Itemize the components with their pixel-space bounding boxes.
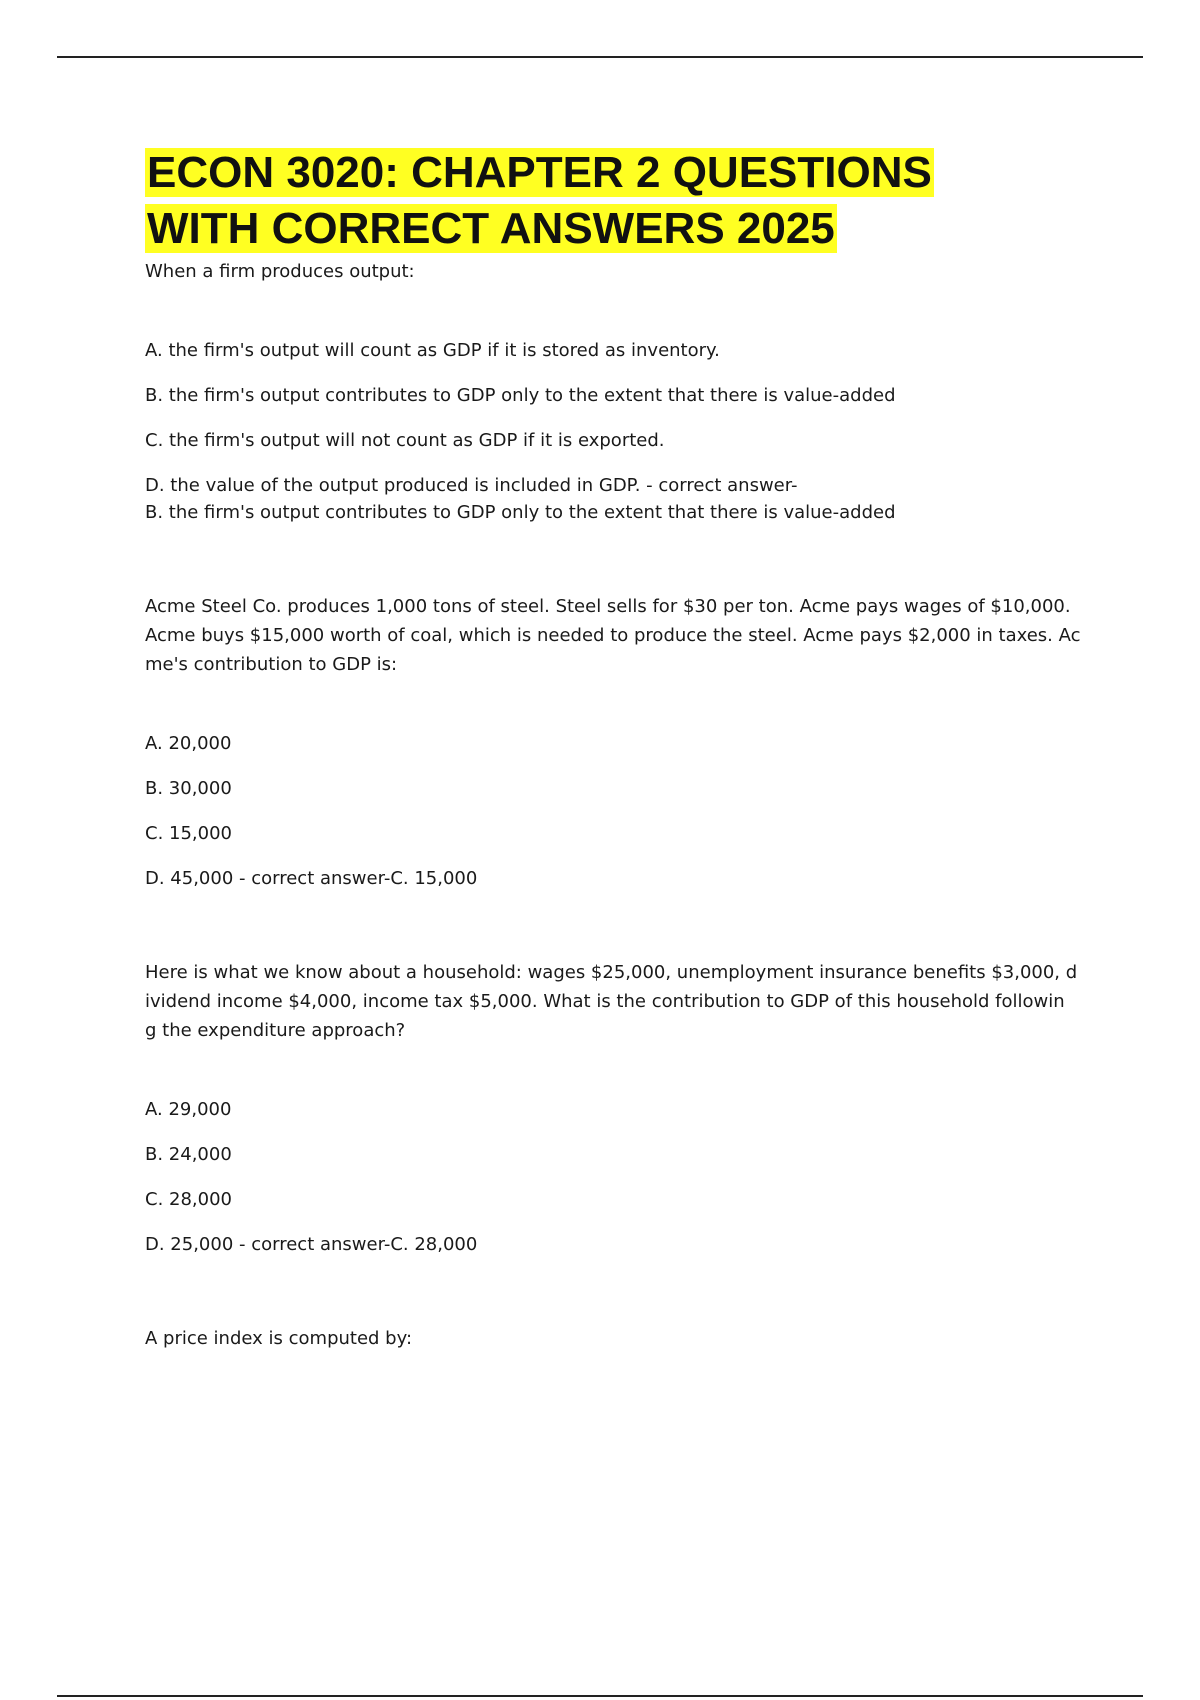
question-3-option-d: D. 25,000 - correct answer-C. 28,000 [145, 1234, 478, 1255]
question-3-option-a: A. 29,000 [145, 1099, 232, 1120]
title-line-2: WITH CORRECT ANSWERS 2025 [147, 204, 835, 253]
question-1-option-b: B. the firm's output contributes to GDP only to the extent that there is value-added [145, 385, 896, 406]
question-1 [145, 257, 1095, 526]
question-2-option-c: C. 15,000 [145, 823, 232, 844]
question-1-option-d: D. the value of the output produced is included in GDP. - correct answer- [145, 475, 798, 496]
question-2-options [145, 731, 1095, 892]
document-body [145, 145, 1095, 1353]
question-3-option-c: C. 28,000 [145, 1189, 232, 1210]
question-3-prompt-line-3: g the expenditure approach? [145, 1020, 406, 1041]
question-4 [145, 1324, 1095, 1353]
question-4-prompt: A price index is computed by: [145, 1328, 413, 1349]
question-2-option-a: A. 20,000 [145, 733, 232, 754]
question-1-option-c: C. the firm's output will not count as GDP if it is exported. [145, 430, 665, 451]
question-2-option-b: B. 30,000 [145, 778, 232, 799]
footer-rule [57, 1695, 1143, 1697]
question-1-options [145, 338, 1095, 526]
question-3 [145, 958, 1095, 1258]
question-2-prompt-line-2: Acme buys $15,000 worth of coal, which is needed to produce the steel. Acme pays $2,000 in taxes. Ac [145, 625, 1081, 646]
header-rule [57, 56, 1143, 58]
question-1-option-a: A. the firm's output will count as GDP if it is stored as inventory. [145, 340, 720, 361]
question-1-prompt: When a firm produces output: [145, 261, 415, 282]
question-1-answer: B. the firm's output contributes to GDP only to the extent that there is value-added [145, 502, 896, 523]
question-3-prompt-line-2: ividend income $4,000, income tax $5,000. What is the contribution to GDP of this household followin [145, 991, 1065, 1012]
question-2 [145, 592, 1095, 892]
question-2-prompt-line-3: me's contribution to GDP is: [145, 654, 398, 675]
question-3-prompt-line-1: Here is what we know about a household: wages $25,000, unemployment insurance benefits $3,000, d [145, 962, 1078, 983]
document-title [145, 145, 1095, 257]
question-2-prompt-line-1: Acme Steel Co. produces 1,000 tons of steel. Steel sells for $30 per ton. Acme pays wages of $10,000. [145, 596, 1071, 617]
question-3-options [145, 1097, 1095, 1258]
question-2-option-d: D. 45,000 - correct answer-C. 15,000 [145, 868, 478, 889]
question-3-option-b: B. 24,000 [145, 1144, 232, 1165]
title-line-1: ECON 3020: CHAPTER 2 QUESTIONS [147, 148, 932, 197]
